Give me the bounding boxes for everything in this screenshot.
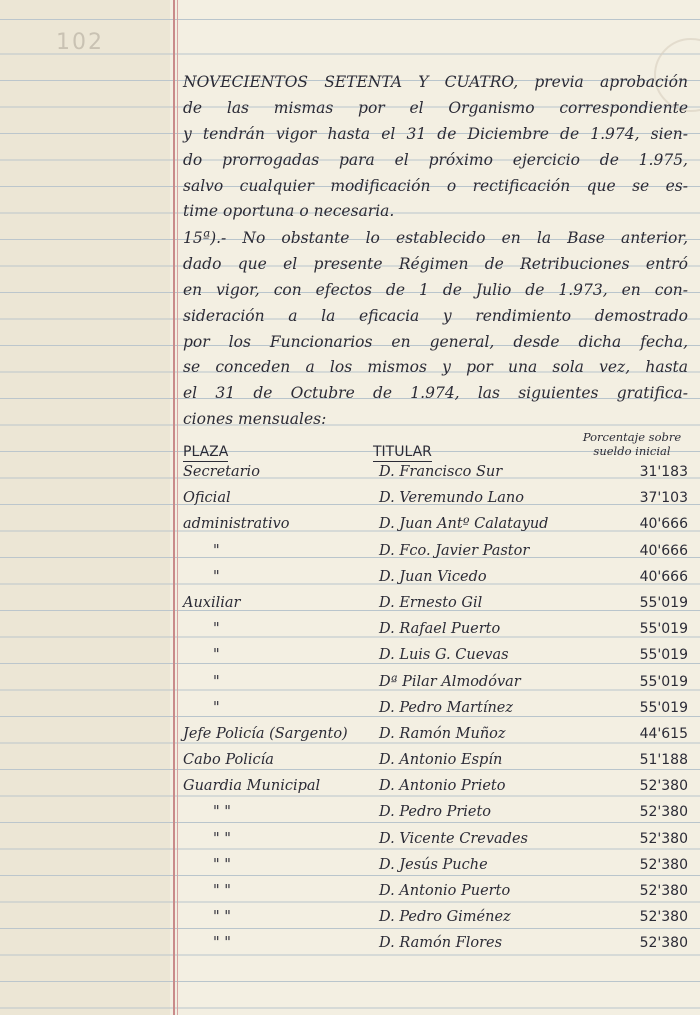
cell-plaza: Secretario [183, 464, 260, 480]
cell-percentage: 40'666 [639, 516, 688, 533]
table-row [183, 724, 688, 750]
cell-titular: D. Jesús Puche [379, 856, 488, 873]
cell-plaza: " " [213, 856, 231, 873]
table-row [183, 619, 688, 645]
cell-plaza: Cabo Policía [183, 752, 274, 769]
cell-percentage: 52'380 [639, 909, 688, 926]
paragraph-1-line: do prorrogadas para el próximo ejercicio de 1.975, [183, 150, 688, 169]
cell-titular: D. Ernesto Gil [379, 594, 483, 611]
cell-plaza: " [213, 621, 220, 638]
cell-plaza: Oficial [183, 490, 231, 507]
cell-percentage: 52'380 [639, 778, 688, 795]
cell-titular: D. Francisco Sur [379, 464, 503, 480]
cell-plaza: " " [213, 804, 231, 821]
paragraph-2-line: el 31 de Octubre de 1.974, las siguientes gratifica- [183, 384, 688, 403]
paragraph-2 [183, 226, 688, 433]
cell-percentage: 52'380 [639, 935, 688, 952]
cell-plaza: " [213, 647, 220, 664]
cell-plaza: Auxiliar [183, 594, 241, 611]
paragraph-1 [183, 70, 688, 225]
cell-plaza: " " [213, 935, 231, 952]
cell-titular: D. Veremundo Lano [379, 490, 524, 507]
cell-percentage: 55'019 [639, 647, 688, 664]
paragraph-2-line: en vigor, con efectos de 1 de Julio de 1.973, en con- [183, 280, 688, 299]
table-row [183, 776, 688, 802]
table-row [183, 462, 688, 488]
cell-percentage: 52'380 [639, 804, 688, 821]
table-row [183, 672, 688, 698]
cell-plaza: " " [213, 830, 231, 847]
header-percentage-line1: Porcentaje sobre [582, 430, 682, 444]
cell-titular: D. Pedro Prieto [379, 804, 492, 821]
cell-percentage: 55'019 [639, 673, 688, 690]
paragraph-2-line: se conceden a los mismos y por una sola vez, hasta [183, 358, 688, 377]
cell-titular: D. Ramón Muñoz [379, 725, 506, 742]
table-row [183, 567, 688, 593]
cell-plaza: " [213, 542, 220, 559]
paragraph-2-line: ciones mensuales: [183, 410, 327, 429]
header-plaza: PLAZA [183, 444, 229, 460]
gratification-table [183, 462, 688, 960]
cell-percentage: 52'380 [639, 856, 688, 873]
table-row [183, 829, 688, 855]
paragraph-1-line: NOVECIENTOS SETENTA Y CUATRO, previa aprobación [183, 73, 688, 91]
cell-titular: D. Antonio Puerto [379, 883, 511, 899]
cell-plaza: Guardia Municipal [183, 778, 321, 795]
header-percentage [580, 430, 684, 458]
cell-titular: D. Antonio Espín [379, 752, 503, 769]
cell-percentage: 37'103 [639, 490, 688, 507]
cell-plaza: Jefe Policía (Sargento) [183, 725, 348, 742]
paragraph-1-line: y tendrán vigor hasta el 31 de Diciembre de 1.974, sien- [183, 124, 688, 143]
cell-titular: D. Luis G. Cuevas [379, 647, 509, 664]
cell-plaza: administrativo [183, 516, 290, 533]
cell-titular: D. Ramón Flores [379, 935, 503, 952]
paragraph-1-line: de las mismas por el Organismo correspondiente [183, 98, 688, 117]
cell-titular: Dª Pilar Almodóvar [379, 673, 521, 690]
table-row [183, 541, 688, 567]
table-row [183, 802, 688, 828]
table-row [183, 698, 688, 724]
header-titular: TITULAR [373, 444, 432, 460]
margin-rule [173, 0, 175, 1015]
paragraph-1-line: time oportuna o necesaria. [183, 202, 395, 221]
cell-titular: D. Vicente Crevades [379, 830, 528, 847]
cell-titular: D. Pedro Giménez [379, 909, 511, 926]
table-row [183, 645, 688, 671]
cell-percentage: 31'183 [639, 464, 688, 480]
table-row [183, 593, 688, 619]
cell-percentage: 44'615 [639, 725, 688, 742]
cell-percentage: 52'380 [639, 830, 688, 847]
cell-titular: D. Juan Vicedo [379, 568, 487, 585]
paragraph-1-line: salvo cualquier modificación o rectificación que se es- [183, 176, 688, 195]
cell-plaza: " [213, 699, 220, 716]
table-row [183, 881, 688, 907]
table-row [183, 750, 688, 776]
page-number: 102 [56, 30, 104, 55]
header-percentage-line2: sueldo inicial [593, 444, 671, 458]
cell-plaza: " " [213, 883, 231, 899]
paragraph-2-line: sideración a la eficacia y rendimiento demostrado [183, 306, 688, 325]
paragraph-2-line: 15ª).- No obstante lo establecido en la Base anterior, [183, 229, 688, 247]
cell-titular: D. Rafael Puerto [379, 621, 501, 638]
cell-titular: D. Pedro Martínez [379, 699, 514, 716]
cell-percentage: 40'666 [639, 568, 688, 585]
cell-percentage: 55'019 [639, 699, 688, 716]
cell-titular: D. Antonio Prieto [379, 778, 506, 795]
cell-plaza: " " [213, 909, 231, 926]
table-row [183, 855, 688, 881]
left-margin-area [0, 0, 170, 1015]
table-row [183, 514, 688, 540]
paragraph-2-line: dado que el presente Régimen de Retribuciones entró [183, 254, 688, 273]
cell-percentage: 51'188 [639, 752, 688, 769]
margin-rule-inner [177, 0, 178, 1015]
table-row [183, 907, 688, 933]
table-row [183, 488, 688, 514]
cell-percentage: 40'666 [639, 542, 688, 559]
cell-percentage: 55'019 [639, 621, 688, 638]
paragraph-2-line: por los Funcionarios en general, desde dicha fecha, [183, 332, 688, 351]
cell-plaza: " [213, 568, 220, 585]
table-row [183, 933, 688, 959]
cell-titular: D. Juan Antº Calatayud [379, 516, 549, 533]
cell-percentage: 55'019 [639, 594, 688, 611]
cell-titular: D. Fco. Javier Pastor [379, 542, 530, 559]
cell-percentage: 52'380 [639, 883, 688, 899]
cell-plaza: " [213, 673, 220, 690]
